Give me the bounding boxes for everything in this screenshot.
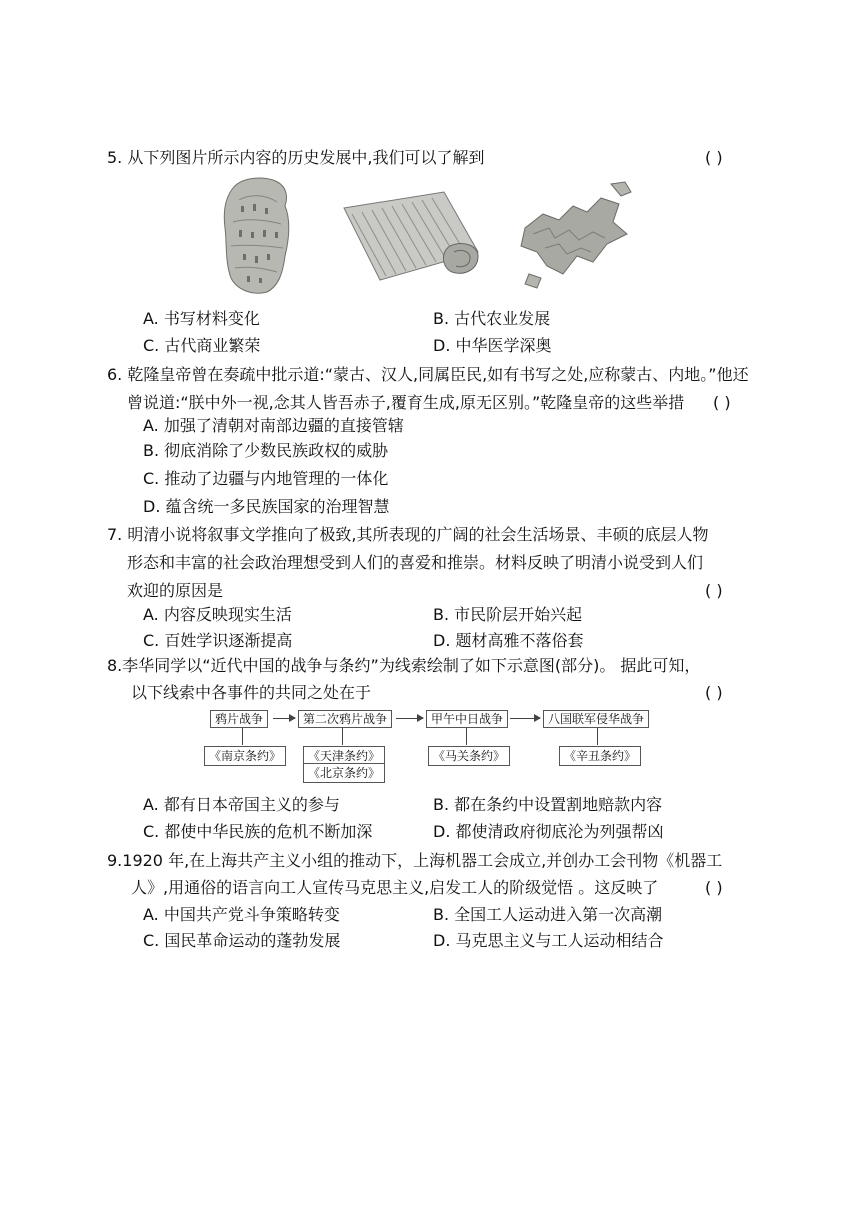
q5-answer-paren[interactable]: ( ): [705, 148, 723, 167]
q6-option-b[interactable]: B. 彻底消除了少数民族政权的威胁: [143, 441, 389, 460]
timeline-arrow: [273, 718, 295, 719]
q8-answer-paren[interactable]: ( ): [705, 683, 723, 702]
q8-option-b[interactable]: B. 都在条约中设置割地赔款内容: [433, 795, 663, 814]
q5-option-a[interactable]: A. 书写材料变化: [143, 309, 260, 328]
q9-option-d[interactable]: D. 马克思主义与工人运动相结合: [433, 931, 664, 950]
q6-option-c[interactable]: C. 推动了边疆与内地管理的一体化: [143, 469, 389, 488]
q9-stem-line-2: 人》,用通俗的语言向工人宣传马克思主义,启发工人的阶级觉悟 。这反映了: [131, 878, 659, 897]
q6-option-d[interactable]: D. 蕴含统一多民族国家的治理智慧: [143, 497, 390, 516]
q6-stem-line-2: 曾说道:“朕中外一视,念其人皆吾赤子,覆育生成,原无区别。”乾隆皇帝的这些举措: [127, 393, 685, 412]
treaty-shimonoseki: 《马关条约》: [428, 746, 510, 766]
q9-answer-paren[interactable]: ( ): [705, 878, 723, 897]
treaty-nanjing: 《南京条约》: [204, 746, 286, 766]
q7-answer-paren[interactable]: ( ): [705, 581, 723, 600]
q8-stem-line-1: 8.李华同学以“近代中国的战争与条约”为线索绘制了如下示意图(部分)。 据此可知，: [107, 656, 701, 675]
q7-stem-line-2: 形态和丰富的社会政治理想受到人们的喜爱和推崇。材料反映了明清小说受到人们: [127, 553, 704, 572]
war-node-eight-nation: 八国联军侵华战争: [543, 710, 649, 728]
treaty-tianjin: 《天津条约》: [303, 746, 385, 766]
oracle-bone-icon: [219, 174, 297, 298]
q7-option-c[interactable]: C. 百姓学识逐渐提高: [143, 631, 293, 650]
q7-option-d[interactable]: D. 题材高雅不落俗套: [433, 631, 584, 650]
q6-answer-paren[interactable]: ( ): [713, 393, 731, 412]
timeline-arrow: [396, 718, 423, 719]
q9-option-c[interactable]: C. 国民革命运动的蓬勃发展: [143, 931, 341, 950]
q9-option-a[interactable]: A. 中国共产党斗争策略转变: [143, 905, 340, 924]
treaty-boxer: 《辛丑条约》: [559, 746, 641, 766]
q8-option-c[interactable]: C. 都使中华民族的危机不断加深: [143, 822, 373, 841]
q9-stem-line-1: 9.1920 年,在上海共产主义小组的推动下，上海机器工会成立,并创办工会刊物《机器工: [107, 851, 723, 870]
treaty-beijing: 《北京条约》: [303, 763, 385, 783]
war-node-sino-japanese: 甲午中日战争: [426, 710, 508, 728]
q8-option-a[interactable]: A. 都有日本帝国主义的参与: [143, 795, 340, 814]
q6-option-a[interactable]: A. 加强了清朝对南部边疆的直接管辖: [143, 416, 404, 435]
q8-stem-line-2: 以下线索中各事件的共同之处在于: [131, 683, 372, 702]
connector-line: [466, 728, 467, 745]
connector-line: [342, 728, 343, 745]
bamboo-slips-icon: [340, 186, 480, 290]
q7-stem-line-3: 欢迎的原因是: [127, 581, 224, 600]
q5-option-c[interactable]: C. 古代商业繁荣: [143, 336, 261, 355]
q8-option-d[interactable]: D. 都使清政府彻底沦为列强帮凶: [433, 822, 664, 841]
war-node-opium: 鸦片战争: [210, 710, 268, 728]
q7-option-a[interactable]: A. 内容反映现实生活: [143, 605, 292, 624]
q9-option-b[interactable]: B. 全国工人运动进入第一次高潮: [433, 905, 663, 924]
q7-stem-line-1: 7. 明清小说将叙事文学推向了极致,其所表现的广阔的社会生活场景、丰硕的底层人物: [107, 525, 709, 544]
q7-option-b[interactable]: B. 市民阶层开始兴起: [433, 605, 583, 624]
q5-option-d[interactable]: D. 中华医学深奥: [433, 336, 552, 355]
paper-fragments-icon: [515, 178, 637, 292]
war-node-second-opium: 第二次鸦片战争: [298, 710, 392, 728]
q5-option-b[interactable]: B. 古代农业发展: [433, 309, 551, 328]
q6-stem-line-1: 6. 乾隆皇帝曾在奏疏中批示道:“蒙古、汉人,同属臣民,如有书写之处,应称蒙古、内地。”他还: [107, 365, 749, 384]
connector-line: [597, 728, 598, 745]
timeline-arrow: [510, 718, 540, 719]
q5-stem: 5. 从下列图片所示内容的历史发展中,我们可以了解到: [107, 148, 485, 167]
connector-line: [242, 728, 243, 745]
